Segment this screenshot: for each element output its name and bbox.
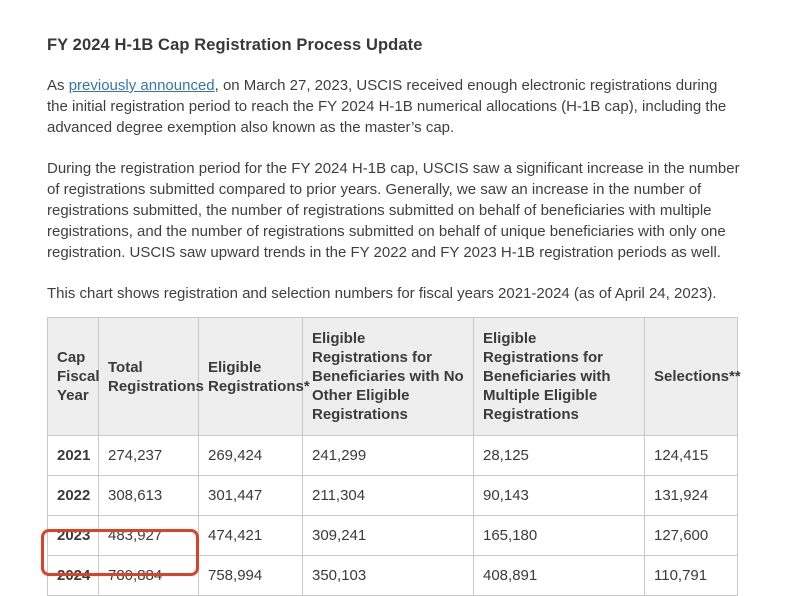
table-row-2024 bbox=[48, 556, 738, 596]
table-row-2022 bbox=[48, 476, 738, 516]
table-row-2021 bbox=[48, 436, 738, 476]
col-header-total-registrations: Total Registrations bbox=[99, 318, 199, 436]
selections-cell: 131,924 bbox=[645, 476, 738, 516]
total-registrations-cell: 780,884 bbox=[99, 556, 199, 596]
no-other-eligible-cell: 350,103 bbox=[303, 556, 474, 596]
total-registrations-cell: 308,613 bbox=[99, 476, 199, 516]
page-title: FY 2024 H-1B Cap Registration Process Update bbox=[47, 36, 423, 54]
previously-announced-link[interactable]: previously announced bbox=[68, 77, 215, 94]
eligible-registrations-cell: 269,424 bbox=[199, 436, 303, 476]
no-other-eligible-cell: 309,241 bbox=[303, 516, 474, 556]
registration-table-wrap bbox=[47, 317, 741, 596]
year-cell: 2023 bbox=[48, 516, 99, 556]
col-header-no-other-eligible: Eligible Registrations for Beneficiaries with No Other Eligible Registrations bbox=[303, 318, 474, 436]
eligible-registrations-cell: 758,994 bbox=[199, 556, 303, 596]
intro-text-prefix: As bbox=[47, 77, 69, 94]
no-other-eligible-cell: 211,304 bbox=[303, 476, 474, 516]
intro-paragraph bbox=[47, 75, 740, 138]
eligible-registrations-cell: 301,447 bbox=[199, 476, 303, 516]
eligible-registrations-cell: 474,421 bbox=[199, 516, 303, 556]
multiple-eligible-cell: 90,143 bbox=[474, 476, 645, 516]
multiple-eligible-cell: 165,180 bbox=[474, 516, 645, 556]
no-other-eligible-cell: 241,299 bbox=[303, 436, 474, 476]
col-header-multiple-eligible: Eligible Registrations for Beneficiaries with Multiple Eligible Registrations bbox=[474, 318, 645, 436]
multiple-eligible-cell: 408,891 bbox=[474, 556, 645, 596]
chart-description-paragraph: This chart shows registration and selection numbers for fiscal years 2021-2024 (as of April 24, 2023). bbox=[47, 285, 717, 302]
selections-cell: 124,415 bbox=[645, 436, 738, 476]
table-header-row bbox=[48, 318, 741, 436]
total-registrations-cell: 483,927 bbox=[99, 516, 199, 556]
selections-cell: 110,791 bbox=[645, 556, 738, 596]
year-cell: 2024 bbox=[48, 556, 99, 596]
year-cell: 2021 bbox=[48, 436, 99, 476]
year-cell: 2022 bbox=[48, 476, 99, 516]
registration-table bbox=[47, 317, 741, 596]
col-header-selections: Selections** bbox=[645, 318, 738, 436]
col-header-eligible-registrations: Eligible Registrations* bbox=[199, 318, 303, 436]
selections-cell: 127,600 bbox=[645, 516, 738, 556]
multiple-eligible-cell: 28,125 bbox=[474, 436, 645, 476]
table-row-2023 bbox=[48, 516, 738, 556]
intro-text-suffix: , on March 27, 2023, USCIS received enough electronic registrations during the initial registration period to reach the FY 2024 H-1B numerical allocations (H-1B cap), including the advanced degree exemption also known as the master’s cap. bbox=[47, 77, 727, 136]
total-registrations-cell: 274,237 bbox=[99, 436, 199, 476]
registration-increase-paragraph: During the registration period for the FY 2024 H-1B cap, USCIS saw a significant increase in the number of registrations submitted compared to prior years. Generally, we saw an increase in the number of registrations submitted, the number of registrations submitted on behalf of beneficiaries with multiple registrations, and the number of registrations submitted on behalf of unique beneficiaries with only one registration. USCIS saw upward trends in the FY 2022 and FY 2023 H-1B registration periods as well. bbox=[47, 160, 740, 261]
col-header-cap-fiscal-year: Cap Fiscal Year bbox=[48, 318, 99, 436]
